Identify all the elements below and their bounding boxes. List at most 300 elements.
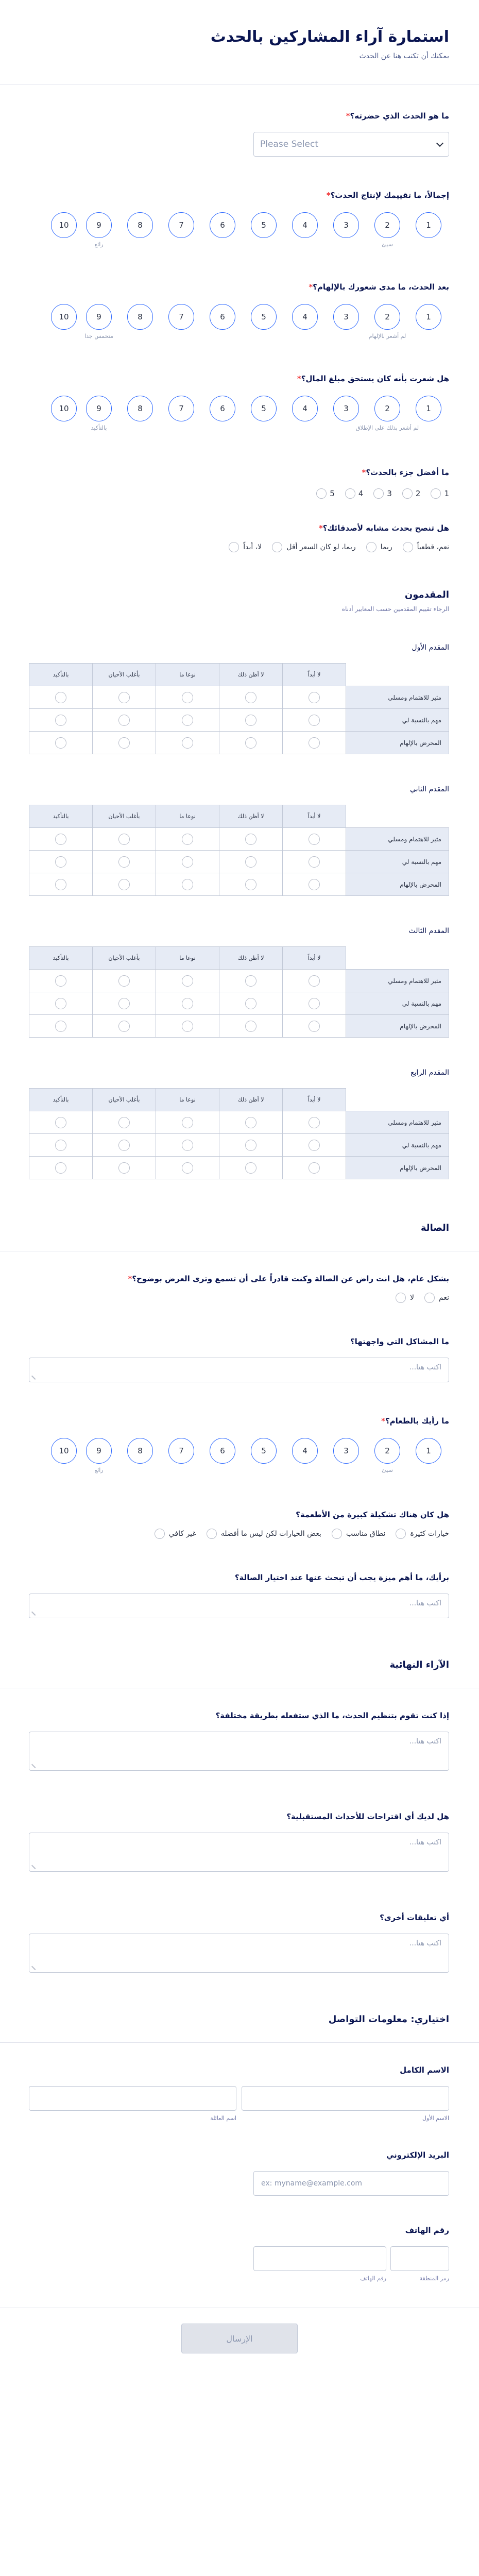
resize-handle-icon[interactable] — [31, 1761, 39, 1768]
radio-button[interactable] — [55, 975, 66, 987]
matrix-column-header: لا أبداً — [283, 805, 346, 828]
matrix-row-label: مهم بالنسبة لي — [346, 709, 449, 732]
radio-button[interactable] — [55, 737, 66, 749]
matrix-row-label: مثير للاهتمام ومسلي — [346, 970, 449, 992]
matrix-row — [29, 1015, 449, 1038]
scale-sublabel: بالتأكيد — [91, 425, 107, 431]
matrix-column-header: نوعا ما — [156, 805, 219, 828]
scale-circle[interactable]: 2 — [374, 304, 400, 330]
question-food-rating — [29, 1416, 449, 1474]
matrix-column-header: نوعا ما — [156, 1089, 219, 1111]
radio-button[interactable] — [118, 1162, 130, 1174]
chevron-down-icon — [436, 140, 443, 147]
radio-button[interactable] — [55, 856, 66, 868]
scale-option-8 — [119, 1438, 161, 1474]
radio-button[interactable] — [55, 998, 66, 1009]
question-label: هل شعرت بأنه كان يستحق مبلغ المال؟* — [297, 374, 449, 383]
radio-button[interactable] — [55, 834, 66, 845]
email-input[interactable]: ex: myname@example.com — [253, 2171, 449, 2196]
question-best-part — [29, 468, 449, 499]
matrix-cell — [156, 1015, 219, 1038]
question-label: بعد الحدث، ما مدى شعورك بالإلهام؟* — [309, 282, 449, 292]
scale-circle[interactable]: 7 — [168, 396, 194, 421]
question-production-rating — [29, 191, 449, 248]
question-label: برأيك، ما أهم ميزة يجب أن تبحث عنها عند اختيار الصالة؟ — [234, 1573, 449, 1582]
radio-button[interactable] — [55, 692, 66, 703]
matrix-cell — [283, 709, 346, 732]
question-full-name — [29, 2065, 449, 2122]
scale-sublabel: متحمس جدا — [84, 333, 113, 340]
radio-button[interactable] — [182, 879, 193, 890]
contact-section — [29, 2014, 449, 2029]
matrix-cell — [156, 873, 219, 896]
radio-button[interactable] — [309, 1162, 320, 1174]
radio-button[interactable] — [309, 737, 320, 749]
radio-button[interactable] — [245, 998, 256, 1009]
radio-button[interactable] — [118, 1021, 130, 1032]
scale-circle[interactable]: 9 — [86, 1438, 112, 1464]
resize-handle-icon[interactable] — [31, 1862, 39, 1869]
matrix-cell — [156, 1134, 219, 1157]
scale-circle[interactable]: 5 — [251, 1438, 277, 1464]
matrix-cell — [283, 828, 346, 851]
matrix-row — [29, 709, 449, 732]
scale-option-3 — [326, 396, 367, 432]
scale-circle[interactable]: 8 — [127, 396, 153, 421]
scale-circle[interactable]: 2 — [374, 1438, 400, 1464]
scale-option-2 — [367, 1438, 408, 1474]
scale-circle[interactable]: 8 — [127, 1438, 153, 1464]
last-name-input[interactable] — [29, 2086, 236, 2111]
matrix-cell — [219, 873, 283, 896]
matrix-column-header: لا أظن ذلك — [219, 664, 283, 686]
scale-option-5 — [243, 304, 284, 340]
scale-option-4 — [284, 212, 326, 248]
field-sublabel: رمز المنطقة — [419, 2275, 449, 2282]
do-differently-textarea[interactable]: اكتب هنا... — [29, 1732, 449, 1771]
radio-button[interactable] — [55, 1140, 66, 1151]
form-header — [0, 0, 479, 84]
scale-circle[interactable]: 7 — [168, 212, 194, 238]
scale-option-6 — [202, 1438, 243, 1474]
matrix-row — [29, 686, 449, 709]
radio-button[interactable] — [55, 1021, 66, 1032]
radio-button[interactable] — [182, 834, 193, 845]
radio-button[interactable] — [245, 1162, 256, 1174]
matrix-cell — [93, 873, 156, 896]
matrix-column-header: بأغلب الأحيان — [93, 1089, 156, 1111]
scale-circle[interactable]: 4 — [292, 304, 318, 330]
matrix-cell — [29, 970, 93, 992]
question-event — [29, 111, 449, 157]
speaker-matrices — [29, 643, 449, 1179]
scale-circle[interactable]: 6 — [210, 212, 235, 238]
radio-button[interactable] — [245, 692, 256, 703]
matrix-row-label: مهم بالنسبة لي — [346, 851, 449, 873]
radio-button[interactable] — [431, 488, 441, 499]
first-name-input[interactable] — [242, 2086, 449, 2111]
speaker-label: المقدم الثالث — [408, 927, 449, 935]
question-label: إجمالاً، ما تقييمك لإنتاج الحدث؟* — [326, 191, 449, 200]
matrix-cell — [219, 970, 283, 992]
option-2[interactable]: 2 — [402, 488, 421, 499]
question-label: إذا كنت تقوم بتنظيم الحدث، ما الذي ستفعله بطريقة مختلفة؟ — [215, 1711, 449, 1720]
matrix-cell — [219, 1134, 283, 1157]
radio-button[interactable] — [309, 692, 320, 703]
matrix-cell — [93, 732, 156, 754]
matrix-row — [29, 992, 449, 1015]
scale-circle[interactable]: 1 — [416, 1438, 441, 1464]
radio-button[interactable] — [366, 542, 377, 552]
option-never[interactable]: لا، أبداً — [229, 542, 262, 552]
scale-circle[interactable]: 7 — [168, 304, 194, 330]
radio-button[interactable] — [309, 998, 320, 1009]
radio-button[interactable] — [182, 1021, 193, 1032]
scale-circle[interactable]: 3 — [333, 396, 359, 421]
radio-button[interactable] — [155, 1529, 165, 1539]
question-label: الاسم الكامل — [400, 2065, 449, 2075]
event-select[interactable] — [253, 132, 449, 157]
scale-circle[interactable]: 10 — [51, 212, 77, 238]
scale-circle[interactable]: 8 — [127, 304, 153, 330]
radio-button[interactable] — [309, 1021, 320, 1032]
radio-button[interactable] — [245, 879, 256, 890]
scale-sublabel: سيئ — [382, 1467, 393, 1473]
matrix-cell — [93, 1015, 156, 1038]
scale-sublabel: سيئ — [382, 241, 393, 248]
question-label: ما المشاكل التي واجهتها؟ — [350, 1337, 449, 1346]
radio-button[interactable] — [309, 1140, 320, 1151]
radio-button[interactable] — [309, 834, 320, 845]
radio-button[interactable] — [309, 1117, 320, 1128]
radio-button[interactable] — [55, 715, 66, 726]
scale-option-6 — [202, 396, 243, 432]
radio-button[interactable] — [403, 542, 413, 552]
option-yes[interactable]: نعم — [424, 1293, 449, 1303]
matrix-column-header: بأغلب الأحيان — [93, 805, 156, 828]
radio-button[interactable] — [207, 1529, 217, 1539]
scale-option-1 — [408, 1438, 449, 1474]
submit-area — [0, 2308, 479, 2353]
option-4[interactable]: 4 — [345, 488, 364, 499]
option-maybe[interactable]: ربما — [366, 542, 392, 552]
speaker-matrix — [29, 663, 449, 754]
radio-button[interactable] — [182, 856, 193, 868]
matrix-cell — [93, 851, 156, 873]
section-subtitle: الرجاء تقييم المقدمين حسب المعايير أدناه — [341, 605, 449, 613]
scale-circle[interactable]: 4 — [292, 1438, 318, 1464]
section-title: المقدمون — [404, 589, 449, 600]
radio-button[interactable] — [182, 737, 193, 749]
matrix-column-header: نوعا ما — [156, 947, 219, 970]
question-do-differently — [29, 1711, 449, 1771]
radio-button[interactable] — [316, 488, 327, 499]
matrix-column-header: لا أظن ذلك — [219, 947, 283, 970]
scale-option-10 — [49, 1438, 78, 1474]
matrix-cell — [283, 732, 346, 754]
resize-handle-icon[interactable] — [31, 1963, 39, 1970]
radio-button[interactable] — [402, 488, 413, 499]
matrix-cell — [219, 732, 283, 754]
scale-option-1 — [408, 304, 449, 340]
radio-button[interactable] — [118, 834, 130, 845]
scale-option-9 — [78, 212, 119, 248]
best-part-options — [29, 488, 449, 499]
matrix-cell — [283, 1134, 346, 1157]
radio-button[interactable] — [245, 1117, 256, 1128]
other-comments-textarea[interactable]: اكتب هنا... — [29, 1934, 449, 1973]
scale-circle[interactable]: 10 — [51, 304, 77, 330]
radio-button[interactable] — [118, 1117, 130, 1128]
scale-option-5 — [243, 1438, 284, 1474]
matrix-cell — [29, 873, 93, 896]
matrix-cell — [29, 1015, 93, 1038]
speaker-label: المقدم الثاني — [409, 785, 449, 793]
scale-option-8 — [119, 304, 161, 340]
select-placeholder: Please Select — [260, 139, 319, 149]
scale-circle[interactable]: 9 — [86, 212, 112, 238]
matrix-column-header: لا أبداً — [283, 1089, 346, 1111]
matrix-row — [29, 970, 449, 992]
scale-option-9 — [78, 396, 119, 432]
matrix-cell — [219, 828, 283, 851]
radio-button[interactable] — [118, 737, 130, 749]
question-phone — [29, 2226, 449, 2282]
radio-button[interactable] — [245, 737, 256, 749]
option-insufficient[interactable]: غير كافي — [155, 1529, 196, 1539]
radio-button[interactable] — [118, 998, 130, 1009]
question-important-feature — [29, 1573, 449, 1618]
radio-button[interactable] — [118, 692, 130, 703]
question-label: رقم الهاتف — [405, 2226, 449, 2235]
scale-circle[interactable]: 1 — [416, 304, 441, 330]
radio-button[interactable] — [118, 715, 130, 726]
question-label: البريد الإلكتروني — [386, 2150, 449, 2160]
scale-circle[interactable]: 3 — [333, 212, 359, 238]
scale-circle[interactable]: 3 — [333, 1438, 359, 1464]
radio-button[interactable] — [309, 715, 320, 726]
matrix-cell — [283, 1157, 346, 1179]
radio-button[interactable] — [373, 488, 384, 499]
scale-sublabel: رائع — [94, 241, 104, 248]
scale-circle[interactable]: 6 — [210, 1438, 235, 1464]
submit-button[interactable]: الإرسال — [181, 2324, 298, 2353]
matrix-row — [29, 851, 449, 873]
scale-circle[interactable]: 4 — [292, 396, 318, 421]
matrix-column-header: لا أبداً — [283, 664, 346, 686]
radio-button[interactable] — [182, 998, 193, 1009]
matrix-cell — [29, 732, 93, 754]
scale-circle[interactable]: 10 — [51, 396, 77, 421]
scale-circle[interactable]: 5 — [251, 396, 277, 421]
question-seating — [29, 1274, 449, 1303]
resize-handle-icon[interactable] — [31, 1608, 39, 1616]
rating-scale — [29, 396, 449, 432]
scale-option-6 — [202, 212, 243, 248]
scale-option-5 — [243, 396, 284, 432]
question-inspiration-rating — [29, 282, 449, 340]
matrix-cell — [283, 1111, 346, 1134]
radio-button[interactable] — [118, 1140, 130, 1151]
form-title: استمارة آراء المشاركين بالحدث — [210, 28, 449, 46]
radio-button[interactable] — [55, 1162, 66, 1174]
matrix-cell — [93, 1134, 156, 1157]
matrix-cell — [29, 686, 93, 709]
matrix-row — [29, 732, 449, 754]
scale-option-9 — [78, 304, 119, 340]
option-maybe-cheaper[interactable]: ربما، لو كان السعر أقل — [272, 542, 355, 552]
radio-button[interactable] — [118, 975, 130, 987]
matrix-cell — [156, 851, 219, 873]
radio-button[interactable] — [245, 834, 256, 845]
matrix-column-header: بالتأكيد — [29, 664, 93, 686]
resize-handle-icon[interactable] — [31, 1372, 39, 1380]
matrix-cell — [29, 851, 93, 873]
radio-button[interactable] — [245, 715, 256, 726]
radio-button[interactable] — [245, 856, 256, 868]
radio-button[interactable] — [55, 879, 66, 890]
matrix-cell — [93, 970, 156, 992]
scale-circle[interactable]: 2 — [374, 212, 400, 238]
matrix-row — [29, 1134, 449, 1157]
question-label: هل لديك أي اقتراحات للأحداث المستقبلية؟ — [286, 1812, 449, 1821]
radio-button[interactable] — [396, 1529, 406, 1539]
option-adequate[interactable]: نطاق مناسب — [332, 1529, 385, 1539]
scale-circle[interactable]: 6 — [210, 304, 235, 330]
scale-option-4 — [284, 396, 326, 432]
matrix-column-header: بالتأكيد — [29, 947, 93, 970]
matrix-row-label: المحرض بالإلهام — [346, 732, 449, 754]
matrix-column-header: لا أظن ذلك — [219, 1089, 283, 1111]
matrix-cell — [219, 992, 283, 1015]
radio-button[interactable] — [245, 1021, 256, 1032]
scale-option-10 — [49, 396, 78, 432]
seating-options — [29, 1293, 449, 1303]
radio-button[interactable] — [182, 1140, 193, 1151]
radio-button[interactable] — [118, 879, 130, 890]
scale-option-7 — [161, 1438, 202, 1474]
matrix-corner — [346, 947, 449, 970]
scale-sublabel: رائع — [94, 1467, 104, 1473]
name-row — [29, 2086, 449, 2122]
scale-option-1 — [408, 212, 449, 248]
radio-button[interactable] — [309, 879, 320, 890]
radio-button[interactable] — [396, 1293, 406, 1303]
speakers-section — [29, 589, 449, 617]
suggestions-textarea[interactable]: اكتب هنا... — [29, 1833, 449, 1872]
problems-textarea[interactable]: اكتب هنا... — [29, 1358, 449, 1382]
radio-button[interactable] — [118, 856, 130, 868]
question-other-comments — [29, 1913, 449, 1973]
radio-button[interactable] — [245, 975, 256, 987]
scale-circle[interactable]: 6 — [210, 396, 235, 421]
radio-button[interactable] — [182, 692, 193, 703]
rating-scale — [29, 304, 449, 340]
radio-button[interactable] — [55, 1117, 66, 1128]
scale-circle[interactable]: 2 — [374, 396, 400, 421]
radio-button[interactable] — [272, 542, 282, 552]
matrix-cell — [283, 970, 346, 992]
matrix-column-header: بالتأكيد — [29, 805, 93, 828]
scale-circle[interactable]: 1 — [416, 396, 441, 421]
last-name-field — [29, 2086, 236, 2122]
question-label: ما رأيك بالطعام؟* — [381, 1416, 449, 1426]
speaker-matrix — [29, 946, 449, 1038]
area-code-field — [390, 2246, 449, 2282]
scale-option-2 — [367, 304, 408, 340]
option-yes[interactable]: نعم، قطعياً — [403, 542, 449, 552]
radio-button[interactable] — [182, 975, 193, 987]
area-code-input[interactable] — [390, 2246, 449, 2271]
radio-button[interactable] — [245, 1140, 256, 1151]
matrix-cell — [219, 709, 283, 732]
radio-button[interactable] — [182, 715, 193, 726]
radio-button[interactable] — [229, 542, 239, 552]
scale-circle[interactable]: 10 — [51, 1438, 77, 1464]
scale-option-6 — [202, 304, 243, 340]
matrix-row — [29, 1111, 449, 1134]
scale-option-7 — [161, 396, 202, 432]
matrix-corner — [346, 664, 449, 686]
matrix-cell — [283, 992, 346, 1015]
scale-circle[interactable]: 8 — [127, 212, 153, 238]
form-subtitle: يمكنك أن تكتب هنا عن الحدث — [359, 52, 449, 60]
radio-button[interactable] — [332, 1529, 342, 1539]
radio-button[interactable] — [345, 488, 355, 499]
scale-option-10 — [49, 304, 78, 340]
scale-circle[interactable]: 5 — [251, 304, 277, 330]
radio-button[interactable] — [182, 1162, 193, 1174]
scale-circle[interactable]: 4 — [292, 212, 318, 238]
matrix-cell — [156, 1111, 219, 1134]
important-feature-textarea[interactable]: اكتب هنا... — [29, 1594, 449, 1618]
option-5[interactable]: 5 — [316, 488, 335, 499]
scale-circle[interactable]: 9 — [86, 396, 112, 421]
matrix-column-header: لا أبداً — [283, 947, 346, 970]
scale-option-3 — [326, 212, 367, 248]
scale-circle[interactable]: 9 — [86, 304, 112, 330]
phone-number-input[interactable] — [253, 2246, 386, 2271]
matrix-cell — [219, 1111, 283, 1134]
radio-button[interactable] — [309, 975, 320, 987]
matrix-row-label: مثير للاهتمام ومسلي — [346, 828, 449, 851]
radio-button[interactable] — [182, 1117, 193, 1128]
field-sublabel: الاسم الأول — [422, 2115, 449, 2122]
option-3[interactable]: 3 — [373, 488, 392, 499]
scale-circle[interactable]: 5 — [251, 212, 277, 238]
scale-circle[interactable]: 1 — [416, 212, 441, 238]
scale-option-3 — [326, 1438, 367, 1474]
scale-circle[interactable]: 3 — [333, 304, 359, 330]
option-1[interactable]: 1 — [431, 488, 449, 499]
matrix-row-label: المحرض بالإلهام — [346, 1015, 449, 1038]
option-some[interactable]: بعض الخيارات لكن ليس ما أفضله — [207, 1529, 321, 1539]
matrix-cell — [156, 709, 219, 732]
phone-row — [29, 2246, 449, 2282]
radio-button[interactable] — [309, 856, 320, 868]
option-many[interactable]: خيارات كثيرة — [396, 1529, 449, 1539]
matrix-cell — [283, 686, 346, 709]
matrix-column-header: بأغلب الأحيان — [93, 947, 156, 970]
matrix-row-label: مثير للاهتمام ومسلي — [346, 686, 449, 709]
scale-circle[interactable]: 7 — [168, 1438, 194, 1464]
matrix-cell — [93, 1111, 156, 1134]
matrix-cell — [219, 1015, 283, 1038]
radio-button[interactable] — [424, 1293, 435, 1303]
matrix-cell — [93, 709, 156, 732]
question-label: ما هو الحدث الذي حضرته؟* — [346, 111, 449, 121]
option-no[interactable]: لا — [396, 1293, 414, 1303]
